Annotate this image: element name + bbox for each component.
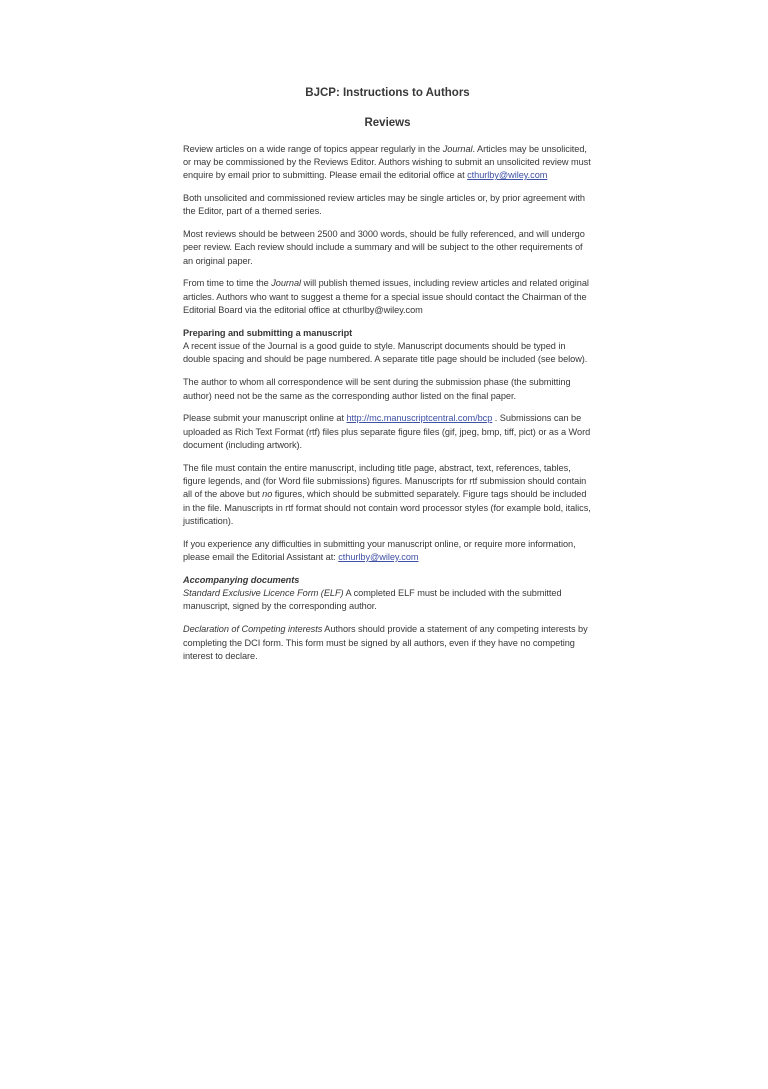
- text-run: A completed ELF must be included with the submitted manuscript, signed by the corresponding author.: [183, 588, 562, 612]
- email-link[interactable]: cthurlby@wiley.com: [338, 552, 419, 563]
- paragraph: [183, 376, 592, 403]
- text-run: Standard Exclusive Licence Form (ELF): [183, 588, 344, 599]
- text-run: Accompanying documents: [183, 574, 300, 585]
- text-run: The author to whom all correspondence will be sent during the submission phase (the submitting author) need not be the same as the corresponding author listed on the final paper.: [183, 377, 571, 401]
- text-run: Preparing and submitting a manuscript: [183, 327, 353, 338]
- paragraph: [183, 462, 592, 528]
- text-run: The file must contain the entire manuscript, including title page, abstract, text, references, tables, figure legends, and (for Word file submissions) figures. Manuscripts for rtf submission should contain all of the above but: [183, 462, 587, 500]
- paragraph: [183, 192, 592, 219]
- text-run: Both unsolicited and commissioned review articles may be single articles or, by prior agreement with the Editor, part of a themed series.: [183, 192, 585, 217]
- text-run: A recent issue of the Journal is a good guide to style. Manuscript documents should be typed in double spacing and should be page numbered. A separate title page should be included (see below).: [183, 341, 588, 365]
- text-run: . Articles may be unsolicited, or may be commissioned by the Reviews Editor. Authors wishing to submit an unsolicited review must enquire by email prior to submitting. Please email the editorial office at: [183, 143, 591, 181]
- text-run: Declaration of Competing interests: [183, 624, 323, 635]
- text-run: figures, which should be submitted separately. Figure tags should be included in the file. Manuscripts in rtf format should not contain word processor styles (for example bold, italics, justification).: [183, 489, 591, 526]
- text-run: If you experience any difficulties in submitting your manuscript online, or require more information, please email the Editorial Assistant at:: [183, 538, 576, 563]
- page-content: [183, 87, 592, 673]
- document-subtitle: Reviews: [364, 117, 411, 130]
- paragraph: [183, 277, 592, 317]
- text-run: Please submit your manuscript online at: [183, 413, 347, 424]
- paragraph: [183, 340, 592, 367]
- document-title: BJCP: Instructions to Authors: [305, 87, 470, 99]
- text-run: no: [262, 489, 273, 500]
- paragraph: [183, 538, 592, 565]
- text-run: Authors should provide a statement of any competing interests by completing the DCI form. This form must be signed by all authors, even if they have no competing interest to declare.: [183, 624, 588, 661]
- text-run: . Submissions can be uploaded as Rich Text Format (rtf) files plus separate figure files (gif, jpeg, bmp, tiff, pict) or as a Word document (including artwork).: [183, 413, 591, 450]
- text-run: Review articles on a wide range of topics appear regularly in the: [183, 143, 443, 154]
- document-body: [183, 143, 592, 664]
- manuscript-central-link[interactable]: http://mc.manuscriptcentral.com/bcp: [346, 413, 493, 424]
- section-heading: [183, 574, 592, 587]
- paragraph: [183, 587, 592, 614]
- paragraph: [183, 143, 592, 183]
- paragraph: [183, 623, 592, 663]
- text-run: Journal: [271, 278, 302, 289]
- text-run: will publish themed issues, including review articles and related original articles. Authors who want to suggest a theme for a special issue should contact the Chairman of the Editorial Board via the editorial office at cthurlby@wiley.com: [183, 278, 589, 316]
- email-link[interactable]: cthurlby@wiley.com: [467, 170, 548, 181]
- text-run: Most reviews should be between 2500 and 3000 words, should be fully referenced, and will undergo peer review. Each review should include a summary and will be subject to the other requirements of an original paper.: [183, 229, 585, 266]
- text-run: From time to time the: [183, 278, 272, 289]
- text-run: Journal: [442, 143, 473, 154]
- section-heading: [183, 327, 592, 340]
- paragraph: [183, 228, 592, 268]
- paragraph: [183, 412, 592, 452]
